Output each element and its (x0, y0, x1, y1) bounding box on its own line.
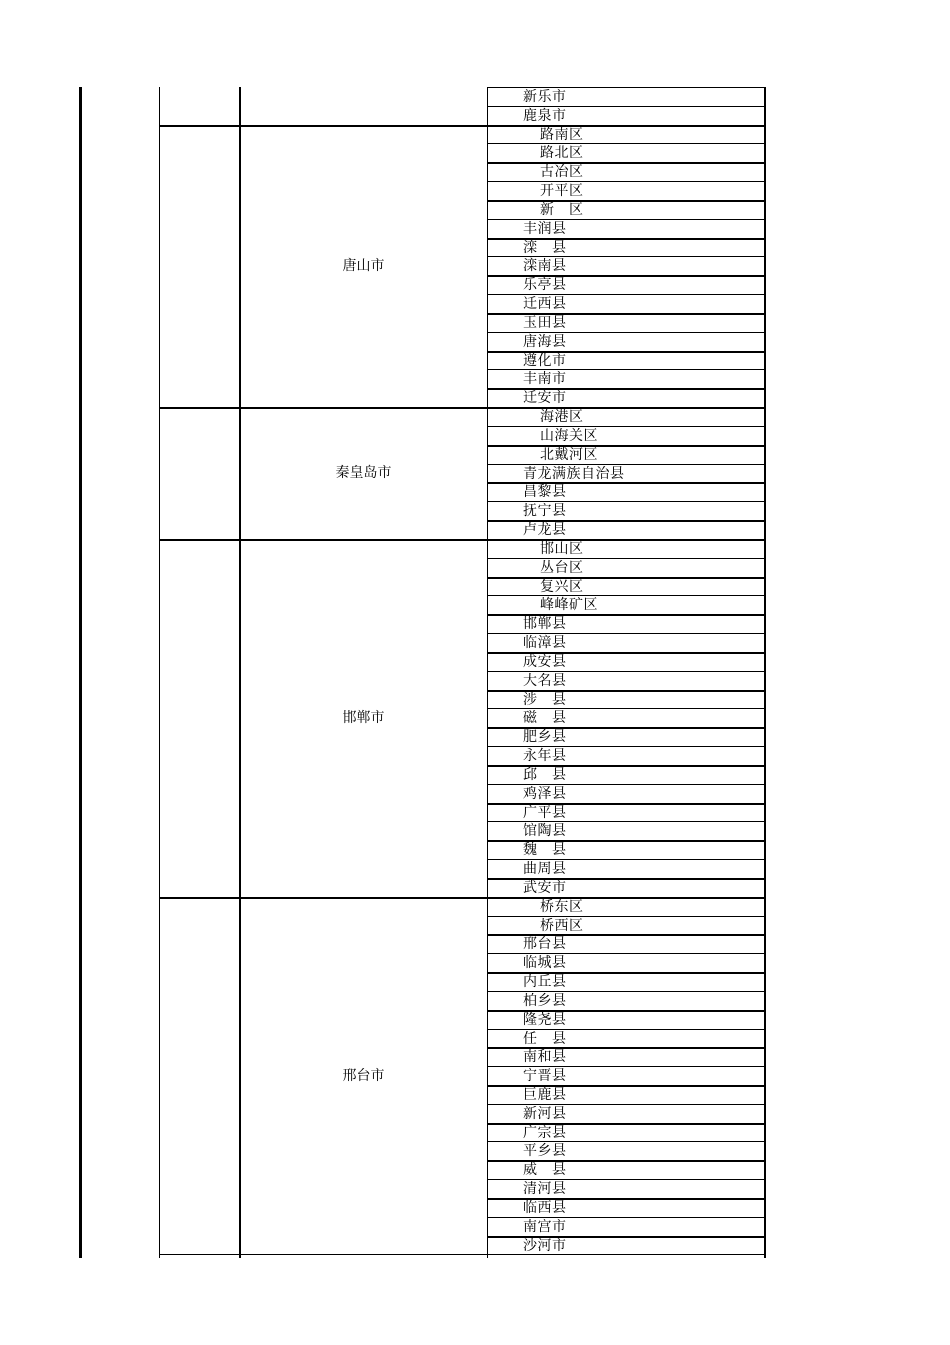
county-cell: 馆陶县 (523, 823, 567, 840)
county-cell: 沙河市 (523, 1237, 567, 1254)
county-row-border (487, 445, 766, 447)
city-label: 唐山市 (342, 257, 385, 274)
county-row-border (487, 916, 766, 917)
county-cell: 滦 县 (523, 239, 567, 256)
table-bottom-border (159, 1254, 766, 1255)
county-row-border (487, 162, 766, 164)
county-row-border (487, 426, 766, 427)
county-cell: 山海关区 (540, 427, 598, 444)
county-cell: 鸡泽县 (523, 785, 567, 802)
county-cell: 开平区 (540, 183, 584, 200)
county-cell: 丰润县 (523, 220, 567, 237)
county-cell: 广宗县 (523, 1124, 567, 1141)
county-cell: 内丘县 (523, 974, 567, 990)
county-cell: 任 县 (523, 1030, 567, 1047)
county-cell: 卢龙县 (523, 522, 567, 539)
county-cell: 广平县 (523, 804, 567, 821)
county-cell: 抚宁县 (523, 503, 567, 520)
county-cell: 乐亭县 (523, 277, 567, 294)
county-row-border (487, 1179, 766, 1180)
county-cell: 峰峰矿区 (540, 597, 598, 614)
group-border (159, 539, 766, 541)
county-cell: 遵化市 (523, 352, 567, 369)
county-cell: 南和县 (523, 1049, 567, 1066)
left-thick-border (79, 87, 82, 1258)
county-row-border (487, 577, 766, 579)
county-row-border (487, 294, 766, 295)
county-cell: 临城县 (523, 955, 567, 972)
county-cell: 丛台区 (540, 559, 584, 576)
county-cell: 邢台县 (523, 936, 567, 953)
county-row-border (487, 369, 766, 370)
county-row-border (487, 595, 766, 596)
county-cell: 邯郸县 (523, 616, 567, 633)
county-cell: 海港区 (540, 409, 584, 426)
county-cell: 隆尧县 (523, 1011, 567, 1028)
county-cell: 宁晋县 (523, 1068, 567, 1085)
county-cell: 巨鹿县 (523, 1086, 567, 1103)
county-row-border (487, 181, 766, 182)
county-cell: 迁安市 (523, 390, 567, 407)
county-cell: 复兴区 (540, 578, 584, 595)
county-cell: 磁 县 (523, 710, 567, 727)
group-border (159, 897, 766, 899)
county-cell: 昌黎县 (523, 484, 567, 501)
county-row-border (487, 143, 766, 144)
county-cell: 魏 县 (523, 842, 567, 859)
city-label: 邢台市 (342, 1067, 385, 1084)
group-border (159, 125, 766, 127)
county-cell: 古冶区 (540, 164, 584, 181)
county-cell: 北戴河区 (540, 446, 598, 463)
group-border (159, 407, 766, 409)
county-cell: 玉田县 (523, 314, 567, 331)
column-border-d (764, 87, 766, 1258)
county-cell: 邱 县 (523, 766, 567, 783)
county-cell: 鹿泉市 (523, 107, 567, 124)
county-cell: 滦南县 (523, 258, 567, 275)
county-cell: 迁西县 (523, 296, 567, 313)
county-cell: 武安市 (523, 879, 567, 896)
county-row-border (487, 256, 766, 257)
county-row-border (487, 708, 766, 709)
county-cell: 大名县 (523, 672, 567, 689)
county-cell: 青龙满族自治县 (523, 465, 625, 482)
county-row-border (487, 200, 766, 202)
county-cell: 成安县 (523, 653, 567, 670)
column-border-c (487, 87, 488, 1258)
county-cell: 桥西区 (540, 917, 584, 934)
county-row-border (487, 821, 766, 822)
county-cell: 平乡县 (523, 1143, 567, 1160)
county-cell: 涉 县 (523, 691, 567, 708)
city-label: 邯郸市 (342, 709, 385, 726)
county-cell: 曲周县 (523, 861, 567, 878)
county-cell: 丰南市 (523, 371, 567, 388)
column-border-a (159, 87, 160, 1258)
county-cell: 清河县 (523, 1181, 567, 1198)
county-cell: 临漳县 (523, 635, 567, 652)
county-cell: 路南区 (540, 126, 584, 143)
county-row-border (487, 558, 766, 559)
county-cell: 柏乡县 (523, 992, 567, 1009)
county-cell: 威 县 (523, 1162, 567, 1179)
county-cell: 临西县 (523, 1199, 567, 1216)
county-row-border (487, 633, 766, 634)
county-row-border (487, 953, 766, 954)
county-cell: 新乐市 (523, 89, 567, 105)
county-cell: 新 区 (540, 201, 584, 218)
county-row-border (487, 501, 766, 502)
county-cell: 新河县 (523, 1105, 567, 1122)
county-top-border (487, 87, 766, 88)
city-label: 秦皇岛市 (335, 465, 392, 481)
county-row-border (487, 859, 766, 860)
county-cell: 桥东区 (540, 898, 584, 915)
county-cell: 路北区 (540, 145, 584, 162)
county-cell: 南宫市 (523, 1218, 567, 1235)
county-row-border (487, 746, 766, 747)
county-cell: 永年县 (523, 748, 567, 765)
county-row-border (487, 1066, 766, 1067)
county-row-border (487, 1141, 766, 1142)
county-cell: 邯山区 (540, 540, 584, 557)
county-cell: 肥乡县 (523, 729, 567, 746)
county-cell: 唐海县 (523, 333, 567, 350)
